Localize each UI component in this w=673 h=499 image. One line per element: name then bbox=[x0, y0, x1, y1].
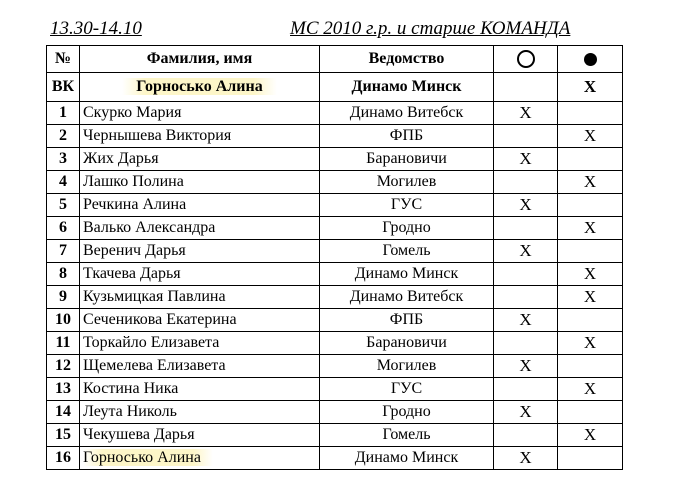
table-row bbox=[47, 401, 623, 424]
vk-team: Динамо Минск bbox=[320, 73, 494, 102]
row-white-mark: X bbox=[494, 102, 558, 125]
row-num: 14 bbox=[47, 401, 80, 424]
table-row bbox=[47, 171, 623, 194]
row-team: ФПБ bbox=[320, 309, 494, 332]
row-white-mark: X bbox=[494, 447, 558, 470]
table-row bbox=[47, 424, 623, 447]
row-white-mark: X bbox=[494, 355, 558, 378]
row-name: Лашко Полина bbox=[80, 171, 320, 194]
row-name: Речкина Алина bbox=[80, 194, 320, 217]
roster-table bbox=[46, 45, 623, 470]
table-row bbox=[47, 263, 623, 286]
vk-name: Горносько Алина bbox=[122, 78, 276, 95]
table-row bbox=[47, 148, 623, 171]
row-white-mark bbox=[494, 378, 558, 401]
row-name: Леута Николь bbox=[80, 401, 320, 424]
row-name: Жих Дарья bbox=[80, 148, 320, 171]
row-num: 4 bbox=[47, 171, 80, 194]
row-black-mark: X bbox=[558, 217, 623, 240]
row-white-mark: X bbox=[494, 194, 558, 217]
row-white-mark bbox=[494, 263, 558, 286]
row-num: 7 bbox=[47, 240, 80, 263]
row-num: 2 bbox=[47, 125, 80, 148]
table-header-row bbox=[47, 46, 623, 73]
row-name: Щемелева Елизавета bbox=[80, 355, 320, 378]
black-dot-icon bbox=[584, 53, 597, 66]
row-name: Скурко Мария bbox=[80, 102, 320, 125]
row-team: Барановичи bbox=[320, 332, 494, 355]
header-white bbox=[494, 46, 558, 73]
row-black-mark bbox=[558, 309, 623, 332]
header-num: № bbox=[47, 46, 80, 73]
row-num: 11 bbox=[47, 332, 80, 355]
row-name: Сеченикова Екатерина bbox=[80, 309, 320, 332]
row-black-mark: X bbox=[558, 171, 623, 194]
vk-name-cell bbox=[80, 73, 320, 102]
header-name: Фамилия, имя bbox=[80, 46, 320, 73]
row-team: Барановичи bbox=[320, 148, 494, 171]
white-circle-icon bbox=[517, 50, 535, 68]
row-name bbox=[80, 447, 320, 470]
row-white-mark: X bbox=[494, 401, 558, 424]
row-white-mark: X bbox=[494, 309, 558, 332]
table-row bbox=[47, 332, 623, 355]
row-team: Динамо Витебск bbox=[320, 286, 494, 309]
row-name: Костина Ника bbox=[80, 378, 320, 401]
row-team: Гомель bbox=[320, 240, 494, 263]
row-num: 9 bbox=[47, 286, 80, 309]
row-num: 16 bbox=[47, 447, 80, 470]
row-num: 15 bbox=[47, 424, 80, 447]
row-num: 8 bbox=[47, 263, 80, 286]
row-black-mark bbox=[558, 355, 623, 378]
row-white-mark bbox=[494, 171, 558, 194]
row-num: 13 bbox=[47, 378, 80, 401]
table-row bbox=[47, 378, 623, 401]
row-team: Могилев bbox=[320, 171, 494, 194]
row-name: Валько Александра bbox=[80, 217, 320, 240]
row-name: Ткачева Дарья bbox=[80, 263, 320, 286]
row-white-mark bbox=[494, 286, 558, 309]
vk-row bbox=[47, 73, 623, 102]
row-black-mark: X bbox=[558, 378, 623, 401]
row-white-mark: X bbox=[494, 148, 558, 171]
document-header bbox=[50, 18, 630, 42]
row-num: 10 bbox=[47, 309, 80, 332]
row-black-mark bbox=[558, 401, 623, 424]
row-name: Чернышева Виктория bbox=[80, 125, 320, 148]
time-range: 13.30-14.10 bbox=[50, 18, 142, 39]
row-name: Кузьмицкая Павлина bbox=[80, 286, 320, 309]
row-num: 5 bbox=[47, 194, 80, 217]
table-row bbox=[47, 125, 623, 148]
table-row bbox=[47, 355, 623, 378]
row-team: ФПБ bbox=[320, 125, 494, 148]
row-white-mark: X bbox=[494, 240, 558, 263]
row-name: Торкайло Елизавета bbox=[80, 332, 320, 355]
table-row bbox=[47, 102, 623, 125]
table-row bbox=[47, 309, 623, 332]
row-black-mark bbox=[558, 102, 623, 125]
row-num: 3 bbox=[47, 148, 80, 171]
row-team: ГУС bbox=[320, 378, 494, 401]
table-row bbox=[47, 194, 623, 217]
row-num: 6 bbox=[47, 217, 80, 240]
row-team: Могилев bbox=[320, 355, 494, 378]
header-team: Ведомство bbox=[320, 46, 494, 73]
row-team: ГУС bbox=[320, 194, 494, 217]
row-team: Гомель bbox=[320, 424, 494, 447]
row-num: 12 bbox=[47, 355, 80, 378]
row-black-mark bbox=[558, 447, 623, 470]
row-black-mark: X bbox=[558, 263, 623, 286]
vk-white bbox=[494, 73, 558, 102]
row-black-mark: X bbox=[558, 125, 623, 148]
row-white-mark bbox=[494, 125, 558, 148]
vk-num: ВК bbox=[47, 73, 80, 102]
row-black-mark: X bbox=[558, 332, 623, 355]
table-row bbox=[47, 447, 623, 470]
row-team: Гродно bbox=[320, 217, 494, 240]
table-row bbox=[47, 217, 623, 240]
row-num: 1 bbox=[47, 102, 80, 125]
row-black-mark: X bbox=[558, 286, 623, 309]
row-team: Динамо Минск bbox=[320, 263, 494, 286]
row-team: Динамо Минск bbox=[320, 447, 494, 470]
row-name: Веренич Дарья bbox=[80, 240, 320, 263]
row-black-mark bbox=[558, 148, 623, 171]
highlighted-name: Горносько Алина bbox=[83, 449, 213, 466]
row-black-mark: X bbox=[558, 424, 623, 447]
table-row bbox=[47, 240, 623, 263]
document-title: МС 2010 г.р. и старше КОМАНДА bbox=[290, 18, 571, 39]
row-name: Чекушева Дарья bbox=[80, 424, 320, 447]
row-white-mark bbox=[494, 424, 558, 447]
header-black bbox=[558, 46, 623, 73]
row-black-mark bbox=[558, 194, 623, 217]
row-black-mark bbox=[558, 240, 623, 263]
table-row bbox=[47, 286, 623, 309]
row-team: Динамо Витебск bbox=[320, 102, 494, 125]
row-team: Гродно bbox=[320, 401, 494, 424]
vk-black: X bbox=[558, 73, 623, 102]
row-white-mark bbox=[494, 217, 558, 240]
row-white-mark bbox=[494, 332, 558, 355]
